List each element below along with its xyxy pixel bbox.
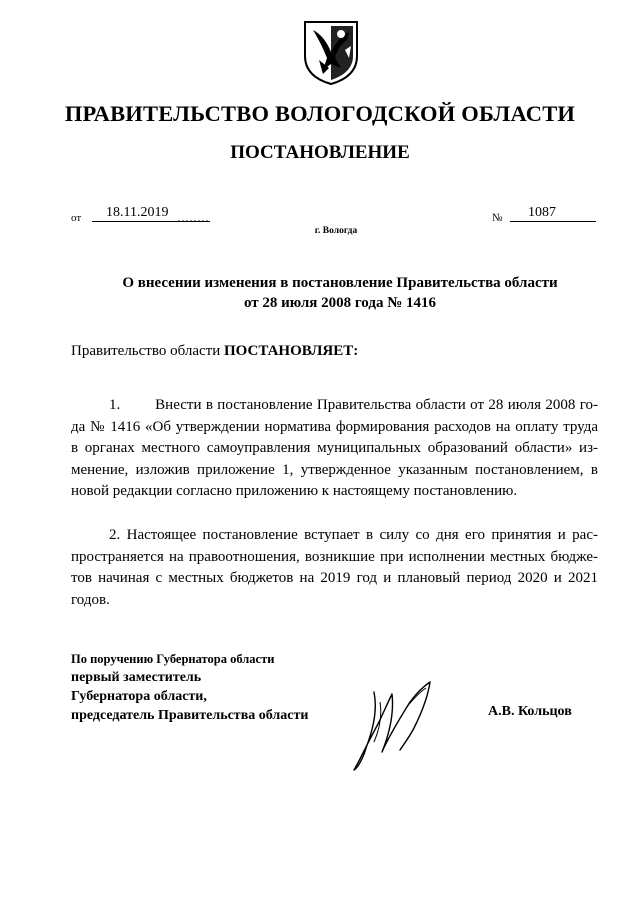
subject-line: О внесении изменения в постановление Правительства области [122, 275, 558, 291]
signature-line: Губернатора области, [71, 689, 207, 704]
signature-line: По поручению Губернатора области [71, 652, 275, 666]
paragraph-line: годов. [71, 591, 110, 608]
decree-statement [71, 343, 358, 360]
paragraph-2 [71, 525, 598, 611]
paragraph-line: тов начиная с местных бюджетов на 2019 год и плановый период 2020 и 2021 [71, 570, 598, 586]
signer-name: А.В. Кольцов [488, 704, 572, 719]
paragraph-1 [71, 395, 598, 503]
document-subject [60, 273, 620, 313]
paragraph-line: новой редакции согласно приложению к настоящему постановлению. [71, 483, 518, 499]
document-number: 1087 [510, 205, 596, 222]
number-label: № [492, 212, 503, 224]
paragraph-line: 2. Настоящее постановление вступает в силу со дня его принятия и рас- [109, 527, 598, 543]
decree-verb: ПОСТАНОВЛЯЕТ: [223, 343, 359, 359]
document-type: ПОСТАНОВЛЕНИЕ [230, 142, 410, 163]
decree-prefix: Правительство области [71, 343, 221, 359]
paragraph-line: 1. Внести в постановление Правительства области от 28 июля 2008 го- [109, 397, 598, 413]
paragraph-line: менение, изложив приложение 1, утвержденное указанным постановлением, в [71, 461, 598, 478]
coat-of-arms-emblem [301, 16, 361, 86]
handwritten-signature [344, 672, 444, 772]
subject-line: от 28 июля 2008 года № 1416 [243, 295, 437, 311]
signature-block [71, 650, 308, 725]
paragraph-line: да № 1416 «Об утверждении норматива формирования расходов на оплату труда [71, 418, 598, 435]
city-label: г. Вологда [314, 226, 358, 236]
date-label: от [71, 212, 82, 224]
signature-line: председатель Правительства области [71, 708, 309, 723]
organization-title: ПРАВИТЕЛЬСТВО ВОЛОГОДСКОЙ ОБЛАСТИ [64, 101, 576, 126]
paragraph-line: в органах местного самоуправления муниципальных образований области» из- [71, 440, 598, 456]
signature-line: первый заместитель [71, 670, 202, 685]
paragraph-line: пространяется на правоотношения, возникшие при исполнении местных бюдже- [71, 548, 598, 565]
stamp-smudge [178, 219, 208, 222]
document-date: 18.11.2019 [92, 205, 210, 222]
